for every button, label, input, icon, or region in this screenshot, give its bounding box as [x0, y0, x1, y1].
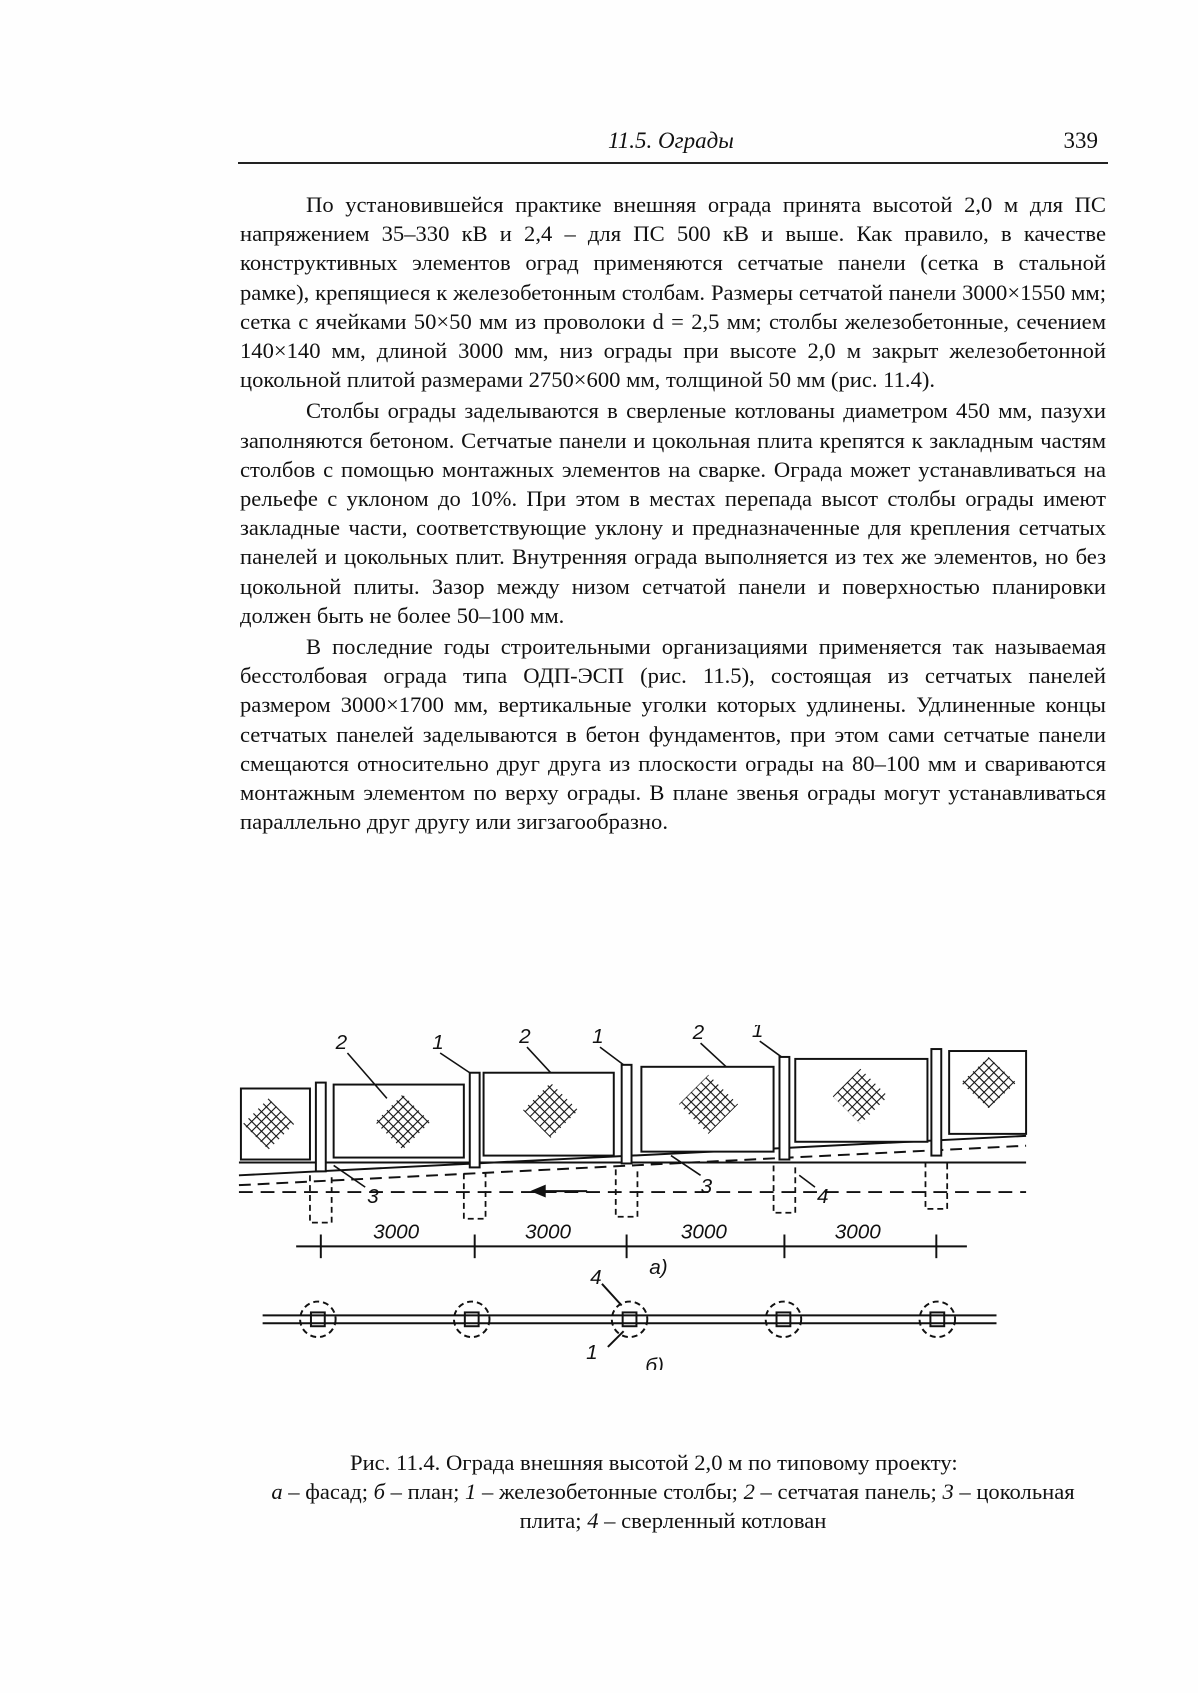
legend-key: б — [373, 1479, 386, 1504]
legend-key: 2 — [743, 1479, 755, 1504]
callout-4: 4 — [816, 1184, 829, 1208]
caption-title: Рис. 11.4. Ограда внешняя высотой 2,0 м по типовому проекту: — [350, 1450, 958, 1475]
caption-legend — [240, 1477, 1106, 1535]
callout-3: 3 — [700, 1175, 713, 1199]
plan-callout-1: 1 — [586, 1340, 598, 1364]
legend-key: 4 — [587, 1508, 599, 1533]
paragraph: В последние годы строительными организациями применяется так называемая бесстолбовая ограда типа ОДП-ЭСП (рис. 11.5), состоящая из сетчатых панелей размером 3000×1700 мм, вертикальные уголки которых удлинены. Удлиненные концы сетчатых панелей заделываются в бетон фундаментов, при этом сами сетчатые панели смещаются относительно друг друга из плоскости ограды на 80–100 мм и свариваются монтажным элементом по верху ограды. В плане звенья ограды могут устанавливаться параллельно друг другу или зигзагообразно. — [240, 634, 1106, 835]
post — [316, 1083, 326, 1172]
page-number: 339 — [1063, 128, 1098, 153]
legend-key: 3 — [942, 1479, 954, 1504]
post — [622, 1065, 632, 1164]
dimension-label: 3000 — [525, 1220, 572, 1244]
view-label-a: а) — [649, 1255, 668, 1279]
legend-key: а — [271, 1479, 283, 1504]
legend-text: – фасад; — [282, 1479, 374, 1504]
figure-caption — [240, 1448, 1106, 1535]
dimension-label: 3000 — [680, 1220, 727, 1244]
legend-text: – план; — [385, 1479, 466, 1504]
mesh-panels — [241, 1051, 1026, 1160]
body-text — [240, 190, 1106, 838]
legend-text: – сверленный котлован — [598, 1508, 827, 1533]
dimension-label: 3000 — [834, 1220, 881, 1244]
paragraph: Столбы ограды заделываются в сверленые котлованы диаметром 450 мм, пазухи заполняются бетоном. Сетчатые панели и цокольная плита крепятся к закладным частям столбов с помощью монтажных элементов на сварке. Ограда может устанавливаться на рельефе с уклоном до 10%. При этом в местах перепада высот столбы ограды имеют закладные части, соответствующие уклону и предназначенные для крепления сетчатых панелей и цокольных плит. Внутренняя ограда выполняется из тех же элементов, но без цокольной плиты. Зазор между низом сетчатой панели и поверхностью планировки должен быть не более 50–100 мм. — [240, 398, 1106, 628]
legend-text: – сетчатая панель; — [754, 1479, 943, 1504]
callout-3: 3 — [367, 1184, 379, 1208]
legend-key: 1 — [465, 1479, 477, 1504]
slope-arrow — [533, 1186, 587, 1196]
legend-text: – цокольная плита; — [519, 1479, 1075, 1533]
post — [779, 1057, 789, 1160]
fence-drawing-svg — [235, 1025, 1105, 1370]
figure-fence-drawing — [235, 1025, 1105, 1370]
callout-2: 2 — [519, 1025, 531, 1049]
paragraph: По установившейся практике внешняя ограда принята высотой 2,0 м для ПС напряжением 35–330 кВ и 2,4 – для ПС 500 кВ и выше. Как правило, в качестве конструктивных элементов оград применяются сетчатые панели (сетка в стальной рамке), крепящиеся к железобетонным столбам. Размеры сетчатой панели 3000×1550 мм; сетка с ячейками 50×50 мм из проволоки d = 2,5 мм; столбы железобетонные, сечением 140×140 мм, длиной 3000 мм, низ ограды при высоте 2,0 м закрыт железобетонной цокольной плитой размерами 2750×600 мм, толщиной 50 мм (рис. 11.4). — [240, 192, 1106, 393]
callout-1: 1 — [432, 1031, 444, 1055]
callout-2: 2 — [692, 1025, 705, 1045]
plan-callout-4: 4 — [590, 1265, 602, 1289]
post — [931, 1049, 941, 1156]
callout-1: 1 — [592, 1025, 604, 1049]
dimension-label: 3000 — [373, 1220, 420, 1244]
running-header — [238, 118, 1108, 164]
view-label-b: б) — [645, 1354, 664, 1370]
post — [470, 1073, 480, 1168]
section-title: 11.5. Ограды — [608, 128, 734, 153]
callout-1: 1 — [751, 1025, 764, 1043]
callout-2: 2 — [335, 1031, 348, 1055]
plan-view — [263, 1284, 997, 1347]
legend-text: – железобетонные столбы; — [476, 1479, 744, 1504]
